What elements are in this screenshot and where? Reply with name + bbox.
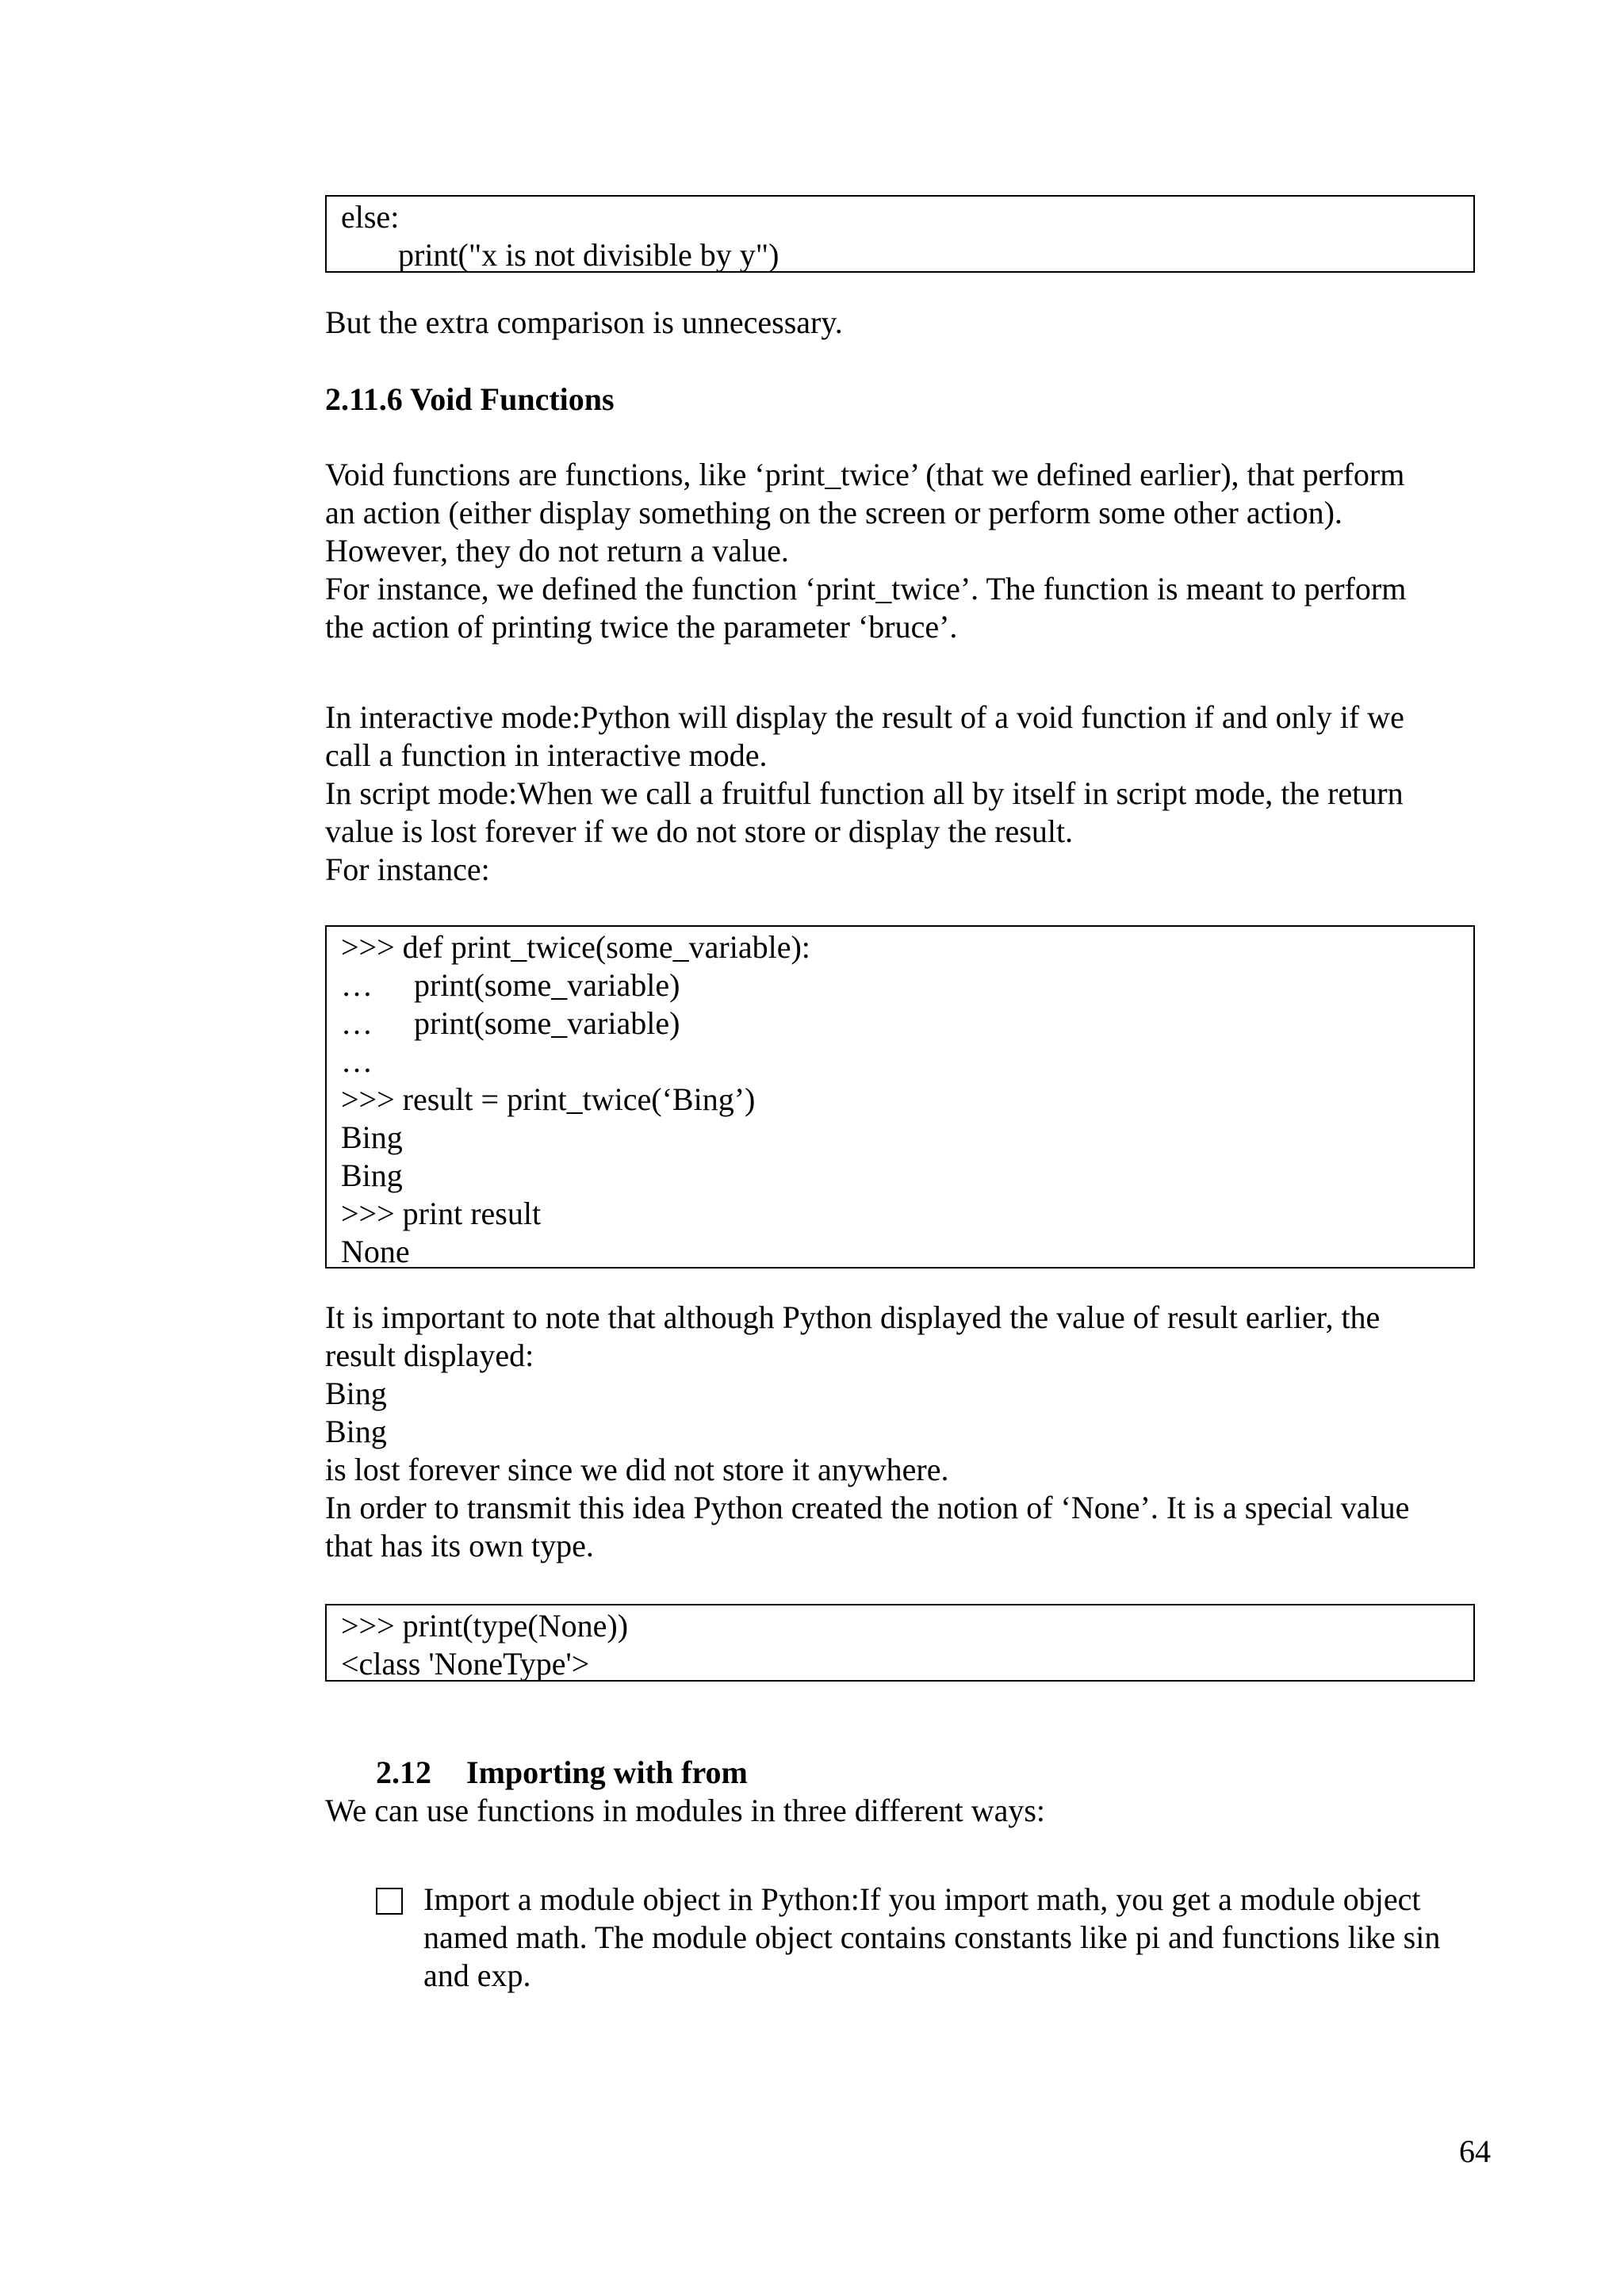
paragraph-line: Bing [325, 1414, 387, 1449]
paragraph-line: is lost forever since we did not store it anywhere. [325, 1452, 949, 1487]
code-text: print(some_variable) [414, 967, 680, 1003]
section-number: 2.12 [376, 1755, 431, 1790]
paragraph-line: that has its own type. [325, 1528, 594, 1563]
paragraph-line: For instance, we defined the function ‘print_twice’. The function is meant to perform [325, 571, 1407, 607]
paragraph-line: Void functions are functions, like ‘print_twice’ (that we defined earlier), that perform [325, 457, 1405, 492]
bullet-line: and exp. [423, 1957, 531, 1993]
paragraph-line: In interactive mode:Python will display the result of a void function if and only if we [325, 699, 1404, 735]
section-heading-void-functions: 2.11.6 Void Functions [325, 381, 615, 417]
bullet-line: named math. The module object contains constants like pi and functions like sin [423, 1919, 1441, 1955]
code-line: Bing [341, 1158, 403, 1193]
code-line: >>> print(type(None)) [341, 1608, 629, 1644]
code-line: >>> def print_twice(some_variable): [341, 929, 810, 965]
paragraph-line: call a function in interactive mode. [325, 737, 768, 773]
paragraph-none-note [325, 1299, 1499, 1565]
paragraph-line: For instance: [325, 851, 490, 887]
code-block-else [325, 195, 1475, 273]
paragraph-import-intro: We can use functions in modules in three different ways: [325, 1793, 1046, 1828]
bullet-line: Import a module object in Python:If you import math, you get a module object [423, 1881, 1421, 1917]
paragraph-line: It is important to note that although Python displayed the value of result earlier, the [325, 1299, 1381, 1335]
continuation-prompt: … [341, 1005, 373, 1041]
paragraph-void-functions [325, 456, 1499, 646]
checkbox-bullet-icon [376, 1888, 403, 1915]
code-line [341, 1004, 1459, 1043]
continuation-prompt: … [341, 967, 373, 1003]
paragraph-extra-comparison: But the extra comparison is unnecessary. [325, 304, 843, 340]
paragraph-line: the action of printing twice the parameter ‘bruce’. [325, 609, 958, 645]
code-block-nonetype [325, 1604, 1475, 1682]
paragraph-modes [325, 698, 1499, 889]
code-line: None [341, 1234, 410, 1269]
code-line: >>> result = print_twice(‘Bing’) [341, 1081, 756, 1117]
paragraph-line: an action (either display something on the screen or perform some other action). [325, 495, 1342, 530]
paragraph-line: In script mode:When we call a fruitful function all by itself in script mode, the return [325, 775, 1404, 811]
code-block-print-twice [325, 925, 1475, 1269]
code-line: <class 'NoneType'> [341, 1646, 590, 1682]
code-text: print(some_variable) [414, 1005, 680, 1041]
section-title: Importing with from [466, 1755, 748, 1790]
bullet-item-import-module [423, 1881, 1486, 1995]
code-line: print("x is not divisible by y") [398, 237, 779, 273]
code-line [341, 966, 1459, 1004]
code-line: else: [341, 199, 400, 235]
code-line: Bing [341, 1119, 403, 1155]
paragraph-line: In order to transmit this idea Python created the notion of ‘None’. It is a special value [325, 1490, 1410, 1525]
code-line: … [341, 1043, 373, 1079]
page-number: 64 [1459, 2133, 1491, 2169]
paragraph-line: Bing [325, 1376, 387, 1411]
code-line: >>> print result [341, 1196, 542, 1231]
paragraph-line: value is lost forever if we do not store or display the result. [325, 813, 1074, 849]
section-heading-importing [376, 1754, 748, 1792]
paragraph-line: However, they do not return a value. [325, 533, 789, 568]
paragraph-line: result displayed: [325, 1337, 534, 1373]
